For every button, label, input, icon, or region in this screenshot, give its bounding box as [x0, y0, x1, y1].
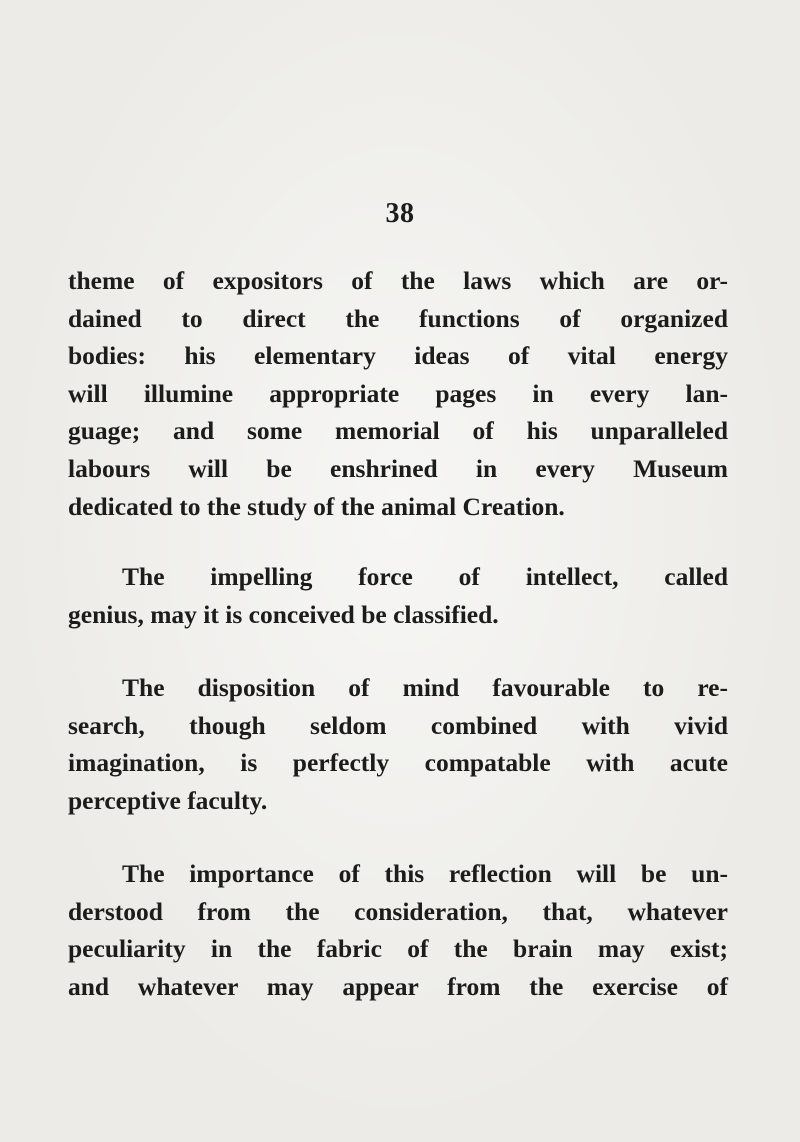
text-line: and whatever may appear from the exercise of: [68, 971, 728, 1001]
text-line: peculiarity in the fabric of the brain may exist;: [68, 934, 728, 964]
text-line: dained to direct the functions of organized: [68, 303, 728, 333]
text-line: derstood from the consideration, that, whatever: [68, 896, 728, 926]
text-line: imagination, is perfectly compatable with acute: [68, 748, 728, 778]
paragraph-1: [68, 262, 728, 525]
text-line: labours will be enshrined in every Museum: [68, 453, 728, 483]
text-line: The importance of this reflection will be un-: [122, 859, 728, 888]
text-line: guage; and some memorial of his unparalleled: [68, 416, 728, 446]
paragraph-3: [68, 669, 728, 819]
text-line: The impelling force of intellect, called: [122, 562, 728, 591]
text-line: perceptive faculty.: [68, 785, 268, 815]
text-line: The disposition of mind favourable to re-: [122, 673, 728, 702]
text-line: dedicated to the study of the animal Creation.: [68, 491, 565, 521]
text-line: genius, may it is conceived be classified.: [68, 599, 499, 629]
text-line: search, though seldom combined with vivid: [68, 710, 728, 740]
paragraph-4: [68, 855, 728, 1005]
paragraph-2: [68, 558, 728, 633]
page-number: 38: [385, 198, 415, 229]
text-line: theme of expositors of the laws which are or-: [68, 266, 728, 295]
text-line: will illumine appropriate pages in every lan-: [68, 378, 728, 408]
text-line: bodies: his elementary ideas of vital energy: [68, 341, 728, 371]
